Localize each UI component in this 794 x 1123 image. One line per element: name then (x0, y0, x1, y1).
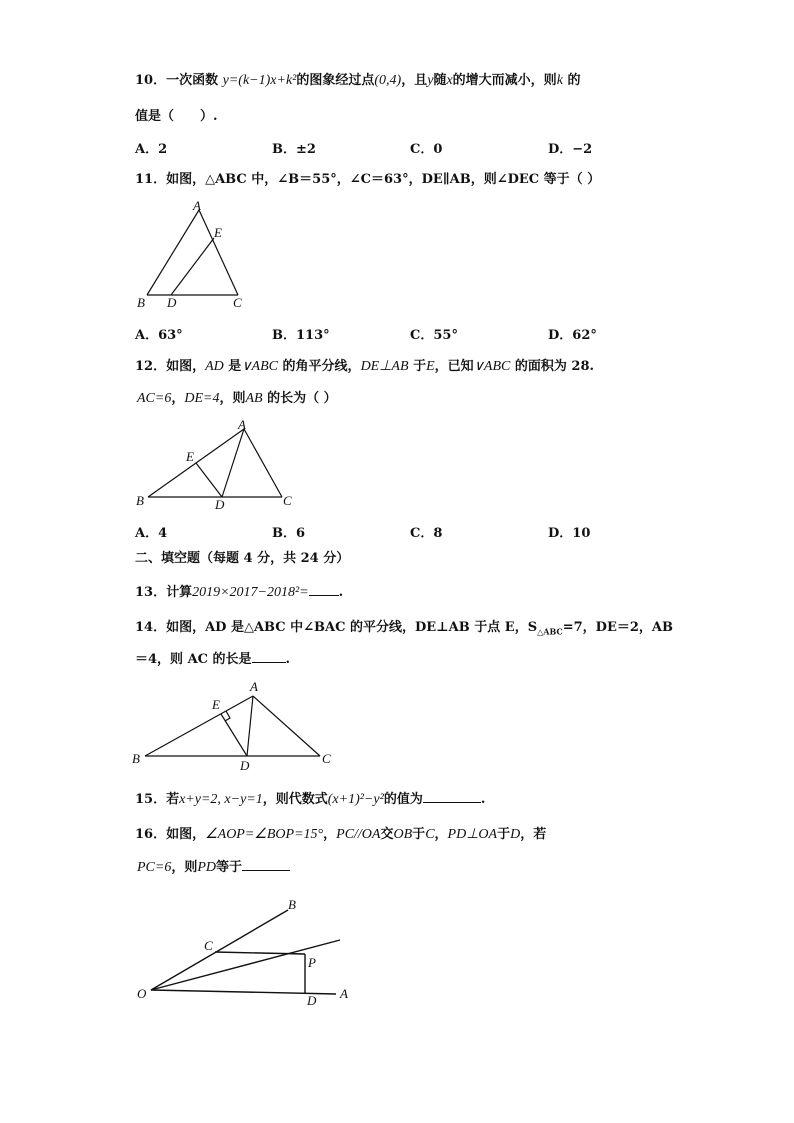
q10-line2: 值是（ ）. (135, 109, 218, 124)
q15-text-a: 15．若 (135, 792, 180, 807)
q14-label-e: E (212, 697, 220, 712)
section-heading: 二、填空题（每题 4 分，共 24 分） (135, 551, 350, 566)
q16-figure (130, 890, 370, 1015)
q13-answer-blank[interactable] (309, 583, 339, 596)
q12-text-g: ，则 (219, 391, 246, 406)
q16-line2 (137, 858, 290, 877)
q16-text-i: 等于 (216, 860, 243, 875)
q11-label-a: A (193, 198, 201, 213)
q10-number: 10． (135, 73, 167, 88)
q16-d: D (510, 827, 521, 842)
q12-option-b[interactable]: B．6 (272, 526, 306, 541)
q12-label-d: D (215, 497, 225, 512)
q12-de-perp-ab: DE⊥AB (360, 359, 409, 374)
q12-segment-de (196, 463, 222, 497)
q16-pc-parallel: PC//OA (336, 827, 381, 842)
q16-text-f: 于 (497, 827, 511, 842)
q12-text-b: 是 (228, 359, 242, 374)
q10-line1 (135, 72, 580, 90)
q11-side-ac (199, 210, 238, 295)
q12-ab: AB (245, 391, 263, 406)
q14-text-b: =7，DE＝2，AB (562, 620, 673, 635)
q14-text-a: 14．如图，AD 是△ABC 中∠BAC 的平分线，DE⊥AB 于点 E，S (135, 620, 538, 635)
q12-triangle: ∨ABC (241, 359, 279, 374)
q16-pd: PD (197, 860, 217, 875)
q14-label-b: B (132, 751, 140, 766)
q10-formula: y=(k−1)x+k² (222, 73, 297, 88)
q16-pc-value: PC=6 (137, 860, 172, 875)
q12-segment-ad (222, 429, 244, 497)
q11-segment-de (171, 238, 214, 295)
q14-side-ac (253, 696, 320, 756)
q16-label-d: D (307, 993, 317, 1008)
q15-text-c: 的值为 (383, 792, 423, 807)
q16-text-d: 于 (412, 827, 426, 842)
q16-label-p: P (308, 955, 316, 970)
q16-text-g: ，若 (520, 827, 547, 842)
q10-option-c[interactable]: C．0 (410, 142, 443, 157)
q16-line1 (135, 826, 546, 844)
q14-label-d: D (240, 758, 250, 773)
q12-ad: AD (205, 359, 224, 374)
q12-text-c: 的角平分线， (282, 359, 361, 374)
q14-text-c: ＝4，则 AC 的长是 (135, 652, 252, 667)
q15-expression: (x+1)²−y² (327, 792, 384, 807)
q15-period: . (480, 792, 486, 807)
q11-label-b: B (137, 295, 145, 310)
q16-c: C (425, 827, 435, 842)
q14-answer-blank[interactable] (252, 650, 286, 663)
q14-period: . (285, 652, 291, 667)
q12-label-a: A (238, 417, 246, 432)
q16-label-o: O (137, 986, 147, 1001)
q16-label-c: C (204, 938, 213, 953)
q10-text: 一次函数 (166, 73, 219, 88)
q11-option-d[interactable]: D．62° (548, 328, 597, 343)
q12-de: DE=4 (184, 391, 220, 406)
q12-figure (130, 415, 300, 515)
q16-text-e: ， (434, 827, 448, 842)
q12-comma: ， (171, 391, 185, 406)
q13-expression: 2019×2017−2018²= (192, 585, 309, 600)
q11-option-b[interactable]: B．113° (272, 328, 330, 343)
q14-side-ab (145, 696, 253, 756)
q12-ac: AC=6 (137, 391, 172, 406)
q14-line1 (135, 619, 673, 641)
q12-text-e: ，已知 (434, 359, 474, 374)
q16-text-c: 交 (380, 827, 394, 842)
q15-text-b: ，则代数式 (262, 792, 328, 807)
q10-option-a[interactable]: A．2 (135, 142, 168, 157)
q16-label-b: B (288, 897, 296, 912)
q10-option-d[interactable]: D．−2 (548, 142, 593, 157)
q14-label-c: C (322, 751, 331, 766)
q11-side-ab (147, 210, 199, 295)
q11-label-c: C (233, 295, 242, 310)
q10-option-b[interactable]: B．±2 (272, 142, 316, 157)
q14-right-angle-mark (225, 711, 230, 721)
q15-condition: x+y=2, x−y=1 (179, 792, 263, 807)
q16-pd-perp: PD⊥OA (447, 827, 498, 842)
q12-option-a[interactable]: A．4 (135, 526, 168, 541)
q16-angles: ∠AOP=∠BOP=15° (205, 827, 324, 842)
q12-triangle2: ∨ABC (473, 359, 511, 374)
q12-text-a: 12．如图， (135, 359, 206, 374)
q12-line1 (135, 358, 594, 376)
q14-segment-de (221, 714, 247, 756)
q11-label-d: D (167, 295, 177, 310)
q15-answer-blank[interactable] (423, 790, 481, 803)
q11-figure (130, 198, 260, 313)
q16-text-b: ， (323, 827, 337, 842)
q12-text-f: 的面积为 28. (514, 359, 595, 374)
q16-ray-ob (151, 910, 288, 990)
q10-text4: 随 (433, 73, 447, 88)
q12-side-ac (244, 429, 282, 497)
q10-text3: ，且 (401, 73, 428, 88)
q12-text-d: 于 (413, 359, 427, 374)
q10-point: (0,4) (374, 73, 402, 88)
q13-period: . (338, 585, 344, 600)
q16-label-a: A (340, 986, 348, 1001)
q10-var-y: y (427, 73, 434, 88)
q13-line (135, 583, 343, 602)
q15-line (135, 790, 485, 809)
q14-line2 (135, 650, 290, 669)
q14-subscript: △ABC (537, 626, 563, 637)
q11-option-c[interactable]: C．55° (410, 328, 458, 343)
q12-line2 (137, 390, 337, 408)
q16-text-h: ，则 (171, 860, 198, 875)
q10-text6: 的 (567, 73, 581, 88)
q11-text: 11．如图，△ABC 中，∠B＝55°，∠C＝63°，DE∥AB，则∠DEC 等于（ ） (135, 172, 601, 187)
q10-text5: 的增大而减小，则 (452, 73, 557, 88)
q12-text-h: 的长为（ ） (267, 391, 337, 406)
q12-label-b: B (136, 493, 144, 508)
q16-answer-blank[interactable] (242, 858, 290, 871)
q12-option-d[interactable]: D．10 (548, 526, 591, 541)
q16-text-a: 16．如图， (135, 827, 206, 842)
q11-option-a[interactable]: A．63° (135, 328, 183, 343)
q14-segment-ad (247, 696, 253, 756)
q12-label-e: E (186, 449, 194, 464)
q10-var-k: k (556, 73, 563, 88)
q12-option-c[interactable]: C．8 (410, 526, 443, 541)
q12-e: E (426, 359, 435, 374)
q10-var-x: x (446, 73, 453, 88)
q11-label-e: E (214, 225, 222, 240)
q12-label-c: C (283, 493, 292, 508)
q10-text2: 的图象经过点 (296, 73, 375, 88)
q14-figure (130, 676, 340, 776)
q13-text: 13．计算 (135, 585, 193, 600)
q14-label-a: A (250, 679, 258, 694)
q16-ob: OB (393, 827, 413, 842)
